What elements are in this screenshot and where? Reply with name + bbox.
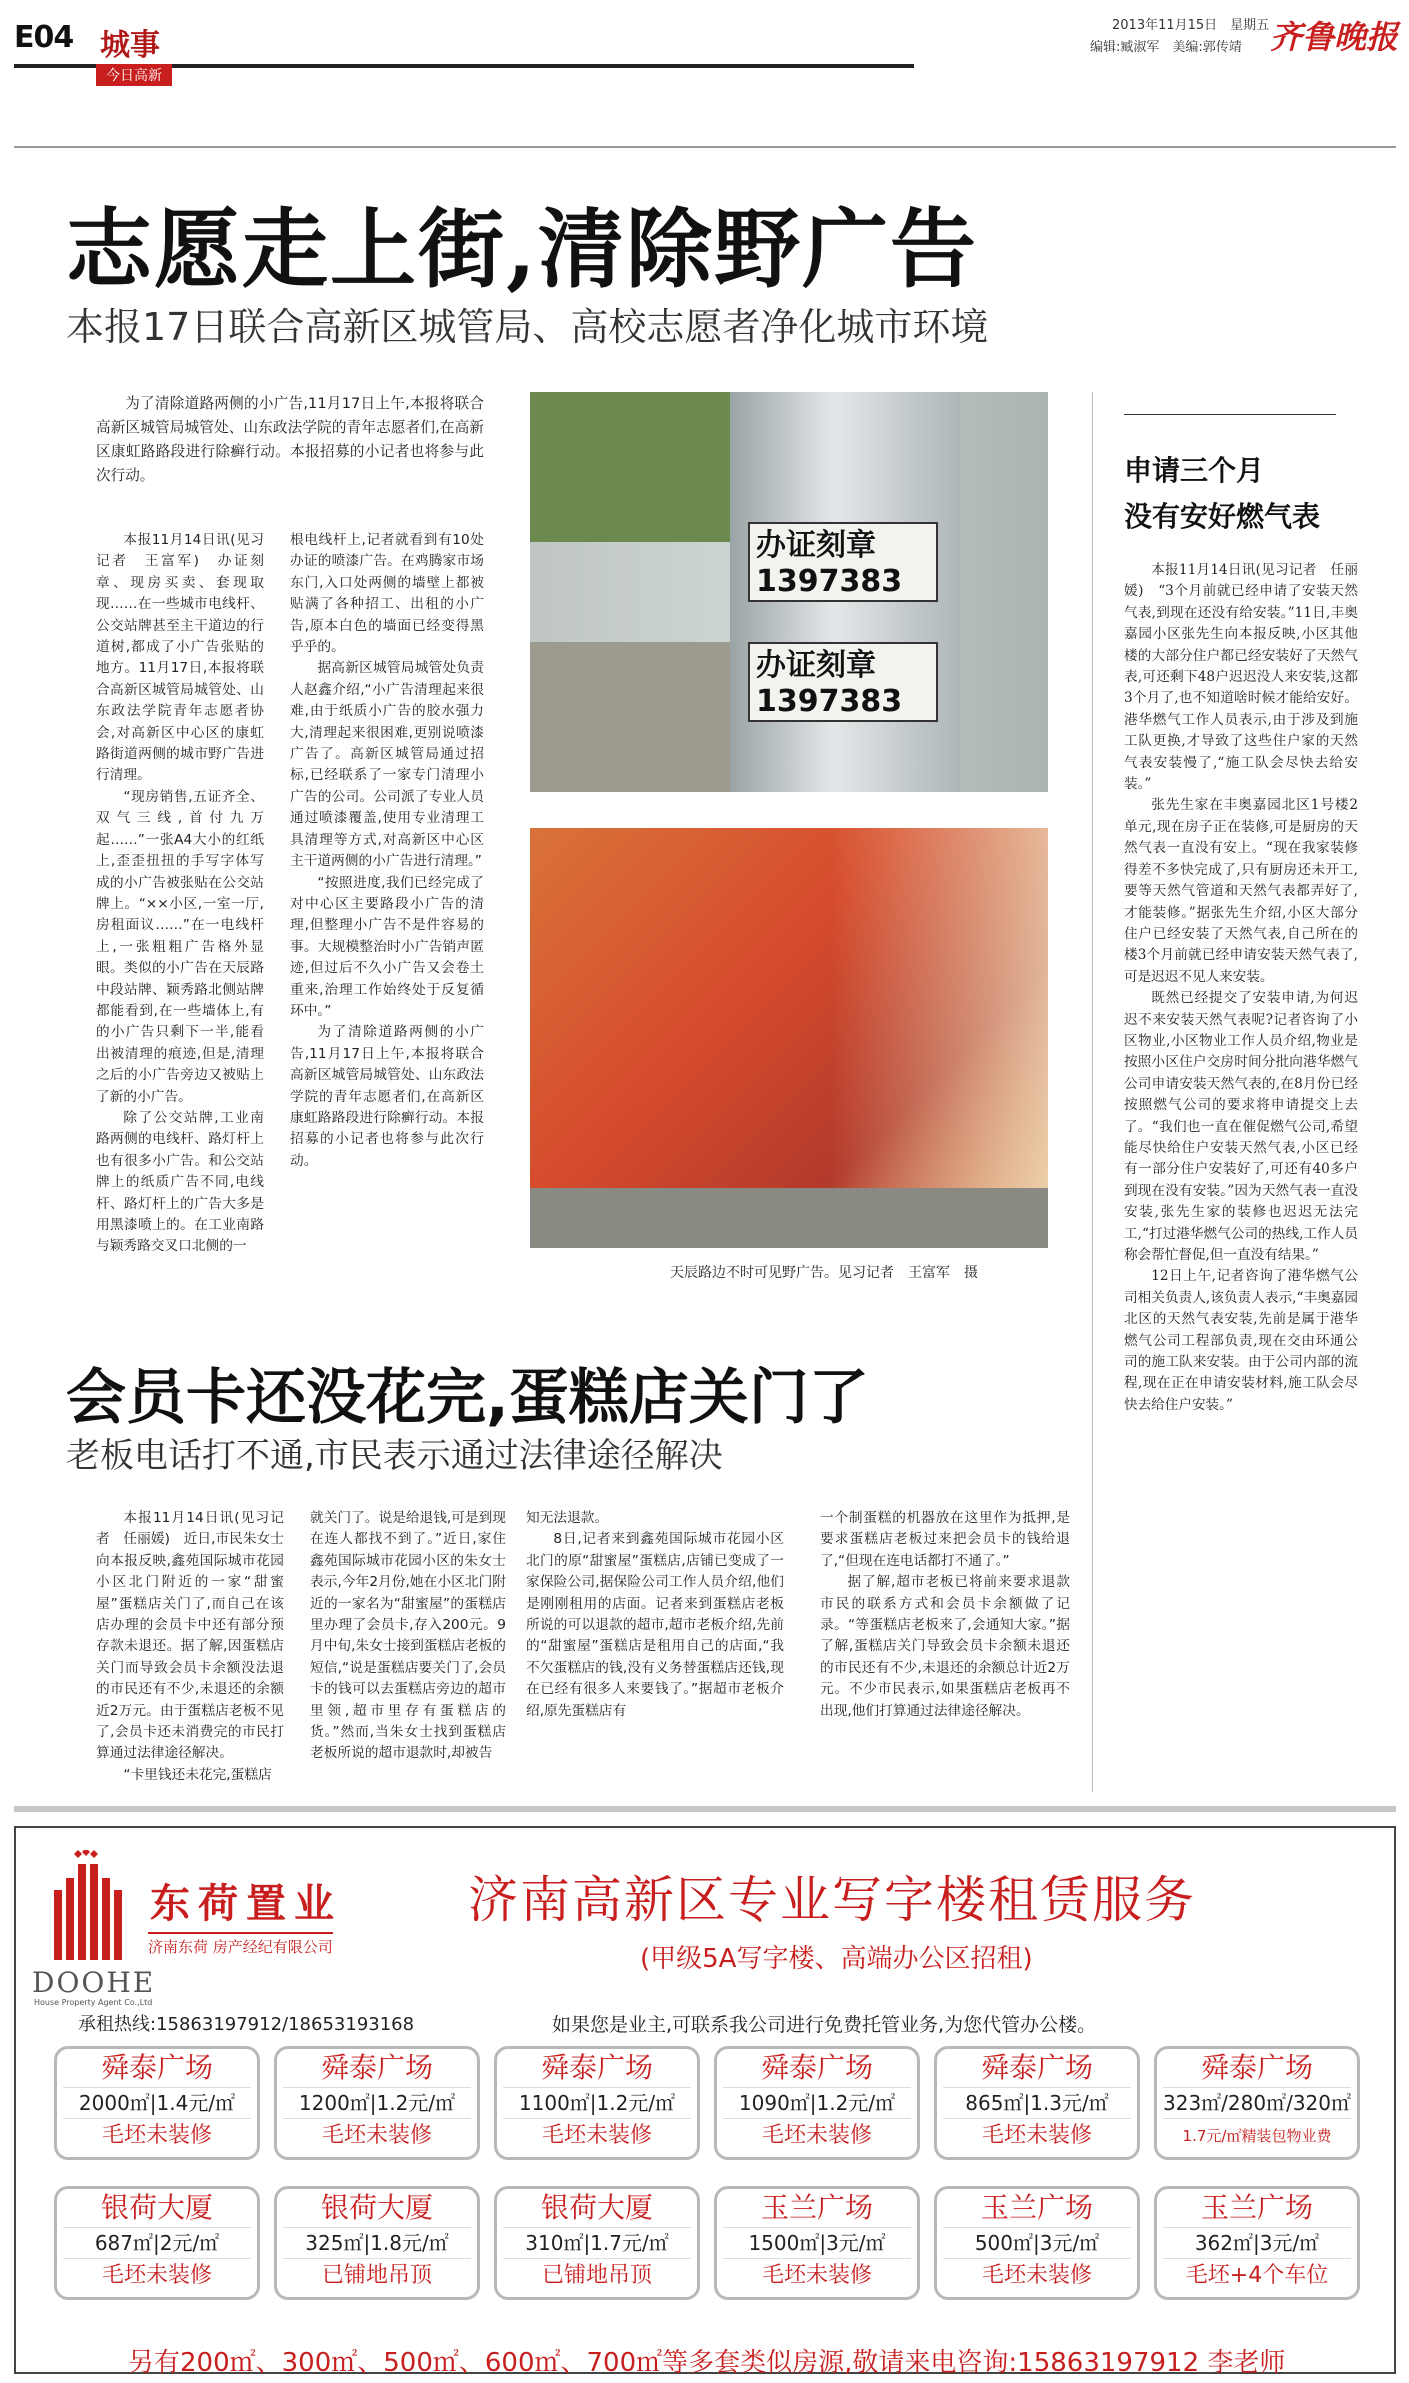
ground [530, 1188, 1048, 1248]
headline: 会员卡还没花完,蛋糕店关门了 [66, 1363, 869, 1433]
ad-brand: 东荷置业 [150, 1881, 342, 1927]
listing-card [54, 2186, 260, 2300]
article-column [96, 530, 264, 1258]
paragraph: 8日,记者来到鑫苑国际城市花园小区北门的原“甜蜜屋”蛋糕店,店铺已变成了一家保险公司,据保险公司工作人员介绍,他们是刚刚租用的店面。记者来到蛋糕店老板所说的可以退款的超市,超市老板介绍,先前的“甜蜜屋”蛋糕店是租用自己的店面,“我不欠蛋糕店的钱,没有义务替蛋糕店还钱,现在已经有很多人来要钱了。”据超市老板介绍,原先蛋糕店有 [526, 1531, 784, 1719]
listing-card [934, 2186, 1140, 2300]
lead-paragraph: 为了清除道路两侧的小广告,11月17日上午,本报将联合高新区城管局城管处、山东政法学院的青年志愿者们,在高新区康虹路路段进行除癣行动。本报招募的小记者也将参与此次行动。 [96, 395, 484, 484]
listing-name: 银荷大厦 [540, 2191, 653, 2224]
paragraph: “现房销售,五证齐全、双气三线,首付九万起……”一张A4大小的红纸上,歪歪扭扭的手写字体写成的小广告被张贴在公交站牌上。“××小区,一室一厅,房租面议……”在一电线杆上,一张粗粗广告格外显眼。类似的小广告在天辰路中段站牌、颖秀路北侧站牌都能看到,在一些墙体上,有的小广告只剩下一半,能看出被清理的痕迹,但是,清理之后的小广告旁边又被贴上了新的小广告。 [96, 788, 264, 1105]
paragraph: 本报11月14日讯(见习记者 王富军) 办证刻章、现房买卖、套现取现……在一些城市电线杆、公交站牌甚至主干道边的行道树,都成了小广告张贴的地方。11月17日,本报将联合高新区城管局城管处、山东政法学院青年志愿者协会,对高新区中心区的康虹路街道两侧的城市野广告进行清理。 [96, 532, 264, 784]
listing-status: 毛坯未装修 [321, 2123, 432, 2148]
photo-caption: 天辰路边不时可见野广告。见习记者 王富军 摄 [670, 1265, 978, 1281]
article-column [820, 1508, 1070, 1722]
trees [530, 392, 730, 542]
listing-name: 银荷大厦 [100, 2191, 213, 2224]
section-title: 城事 [100, 28, 160, 63]
ad-sticker: 办证刻章 1397383 [748, 642, 938, 722]
listing-area-price: 500㎡|3元/㎡ [943, 2227, 1131, 2259]
paragraph: 除了公交站牌,工业南路两侧的电线杆、路灯杆上也有很多小广告。和公交站牌上的纸质广告不同,电线杆、路灯杆上的广告大多是用黑漆喷上的。在工业南路与颖秀路交叉口北侧的一 [96, 1109, 264, 1255]
listing-area-price: 1100㎡|1.2元/㎡ [503, 2087, 691, 2119]
listing-name: 舜泰广场 [320, 2051, 433, 2084]
sidebar-body [1124, 560, 1358, 1416]
listing-area-price: 687㎡|2元/㎡ [63, 2227, 251, 2259]
subheadline: 本报17日联合高新区城管局、高校志愿者净化城市环境 [66, 305, 989, 349]
wall-glare [830, 828, 1048, 1248]
listing-status: 1.7元/㎡精装包物业费 [1182, 2127, 1332, 2145]
headline: 志愿走上街,清除野广告 [66, 199, 978, 300]
listing-status: 毛坯未装修 [101, 2263, 212, 2288]
article-column [96, 1508, 284, 1786]
listing-status: 毛坯未装修 [761, 2263, 872, 2288]
listing-area-price: 1200㎡|1.2元/㎡ [283, 2087, 471, 2119]
listing-area-price: 1090㎡|1.2元/㎡ [723, 2087, 911, 2119]
listing-card [1154, 2046, 1360, 2160]
listing-card [274, 2046, 480, 2160]
paragraph: 12日上午,记者咨询了港华燃气公司相关负责人,该负责人表示,“丰奥嘉园北区的天然气表安装,先前是属于港华燃气公司工程部负责,现在交由环通公司的施工队来安装。由于公司内部的流程,现在正在申请安装材料,施工队会尽快去给住户安装。” [1124, 1268, 1358, 1413]
building-logo-icon [44, 1850, 134, 1962]
paragraph: 据高新区城管局城管处负责人赵鑫介绍,“小广告清理起来很难,由于纸质小广告的胶水强力大,清理起来很困难,更别说喷漆广告了。高新区城管局通过招标,已经联系了一家专门清理小广告的公司。公司派了专业人员通过喷漆覆盖,使用专业清理工具清理等方式,对高新区中心区主干道两侧的小广告进行清理。” [290, 660, 484, 870]
listing-area-price: 325㎡|1.8元/㎡ [283, 2227, 471, 2259]
ad-brand-en: DOOHE [32, 1966, 156, 1999]
ad-hotline: 承租热线:15863197912/18653193168 [78, 2014, 415, 2035]
listing-name: 银荷大厦 [320, 2191, 433, 2224]
listing-status: 毛坯+4个车位 [1185, 2263, 1329, 2288]
ad-title: 济南高新区专业写字楼租赁服务 [468, 1871, 1196, 1929]
sidebar-rule [1124, 414, 1336, 415]
paragraph: 本报11月14日讯(见习记者 任丽媛) 近日,市民朱女士向本报反映,鑫苑国际城市花园小区北门附近的一家“甜蜜屋”蛋糕店关门了,而自己在该店办理的会员卡中还有部分预存款未退还。据了解,因蛋糕店关门而导致会员卡余额没法退的市民还有不少,未退还的余额近2万元。由于蛋糕店老板不见了,会员卡还未消费完的市民打算通过法律途径解决。 [96, 1510, 284, 1762]
listing-name: 玉兰广场 [980, 2191, 1093, 2224]
paragraph: 根电线杆上,记者就看到有10处办证的喷漆广告。在鸡腾家市场东门,入口处两侧的墙壁上都被贴满了各种招工、出租的小广告,原本白色的墙面已经变得黑乎乎的。 [290, 532, 484, 656]
ad-sticker: 办证刻章 1397383 [748, 522, 938, 602]
paragraph: 据了解,超市老板已将前来要求退款市民的联系方式和会员卡余额做了记录。“等蛋糕店老板来了,会通知大家。”据了解,蛋糕店关门导致会员卡余额未退还的市民还有不少,未退还的余额总计近2万元。不少市民表示,如果蛋糕店老板再不出现,他们打算通过法律途径解决。 [820, 1574, 1070, 1719]
listing-card [714, 2046, 920, 2160]
listing-name: 舜泰广场 [1200, 2051, 1313, 2084]
listing-name: 玉兰广场 [1200, 2191, 1313, 2224]
utility-pole [730, 392, 960, 792]
listing-name: 舜泰广场 [980, 2051, 1093, 2084]
editors-line: 编辑:臧淑军 美编:郭传靖 [1090, 40, 1242, 55]
article-column [526, 1508, 784, 1722]
ad-brand-en-sub: House Property Agent Co.,Ltd [34, 1998, 153, 2007]
paragraph: 本报11月14日讯(见习记者 任丽媛) “3个月前就已经申请了安装天然气表,到现在还没有给安装。”11日,丰奥嘉园小区张先生向本报反映,小区其他楼的大部分住户都已经安装好了天然气表,可还剩下48户迟迟没人来安装,这都3个月了,也不知道啥时候才能给安好。港华燃气工作人员表示,由于涉及到施工队更换,才导致了这些住户家的天然气表安装慢了,“施工队会尽快去给安装。” [1124, 562, 1358, 793]
listing-status: 毛坯未装修 [761, 2123, 872, 2148]
article-column [310, 1508, 506, 1765]
sidewalk [530, 642, 730, 792]
listing-card [1154, 2186, 1360, 2300]
listing-area-price: 2000㎡|1.4元/㎡ [63, 2087, 251, 2119]
listing-area-price: 865㎡|1.3元/㎡ [943, 2087, 1131, 2119]
listing-card [54, 2046, 260, 2160]
listing-area-price: 362㎡|3元/㎡ [1163, 2227, 1351, 2259]
listing-area-price: 1500㎡|3元/㎡ [723, 2227, 911, 2259]
divider [14, 1806, 1396, 1812]
listing-area-price: 323㎡/280㎡/320㎡ [1163, 2087, 1351, 2119]
page-number: E04 [14, 20, 74, 55]
paragraph: “卡里钱还未花完,蛋糕店 [123, 1766, 272, 1783]
paragraph: 就关门了。说是给退钱,可是到现在连人都找不到了。”近日,家住鑫苑国际城市花园小区的朱女士表示,今年2月份,她在小区北门附近的一家名为“甜蜜屋”的蛋糕店里办理了会员卡,存入200元。9月中旬,朱女士接到蛋糕店老板的短信,“说是蛋糕店要关门了,会员卡的钱可以去蛋糕店旁边的超市里领,超市里存有蛋糕店的货。”然而,当朱女士找到蛋糕店老板所说的超市退款时,却被告 [310, 1510, 506, 1762]
sidebar-headline [1124, 448, 1320, 540]
listing-card [494, 2186, 700, 2300]
column-divider [1092, 392, 1093, 1792]
newspaper-logo: 齐鲁晚报 [1270, 18, 1399, 56]
listing-name: 舜泰广场 [100, 2051, 213, 2084]
news-photo-wall [530, 828, 1048, 1248]
ad-footer: 另有200㎡、300㎡、500㎡、600㎡、700㎡等多套类似房源,敬请来电咨询:15863197912 李老师 [128, 2348, 1286, 2378]
section-tag: 今日高新 [96, 64, 172, 86]
paragraph: “按照进度,我们已经完成了对中心区主要路段小广告的清理,但整理小广告不是件容易的事。大规模整治时小广告销声匿迹,但过后不久小广告又会卷土重来,治理工作始终处于反复循环中。” [290, 874, 484, 1019]
ad-brand-sub: 济南东荷 房产经纪有限公司 [148, 1932, 333, 1957]
listing-card [934, 2046, 1140, 2160]
sidebar-headline-line: 没有安好燃气表 [1124, 500, 1321, 533]
listing-status: 已铺地吊顶 [541, 2263, 652, 2288]
ad-subtitle: (甲级5A写字楼、高端办公区招租) [640, 1944, 1033, 1974]
paragraph: 知无法退款。 [526, 1510, 609, 1526]
ad-owner-note: 如果您是业主,可联系我公司进行免费托管业务,为您代管办公楼。 [552, 2014, 1097, 2036]
listing-name: 玉兰广场 [760, 2191, 873, 2224]
paragraph: 为了清除道路两侧的小广告,11月17日上午,本报将联合高新区城管局城管处、山东政法学院的青年志愿者们,在高新区康虹路路段进行除癣行动。本报招募的小记者也将参与此次行动。 [290, 1024, 484, 1169]
listing-status: 毛坯未装修 [541, 2123, 652, 2148]
listing-status: 毛坯未装修 [981, 2263, 1092, 2288]
listing-card [494, 2046, 700, 2160]
subheadline: 老板电话打不通,市民表示通过法律途径解决 [66, 1436, 723, 1476]
listing-card [714, 2186, 920, 2300]
listing-name: 舜泰广场 [540, 2051, 653, 2084]
paragraph: 一个制蛋糕的机器放在这里作为抵押,是要求蛋糕店老板过来把会员卡的钱给退了,“但现在连电话都打不通了。” [820, 1510, 1070, 1569]
listing-area-price: 310㎡|1.7元/㎡ [503, 2227, 691, 2259]
paragraph: 张先生家在丰奥嘉园北区1号楼2单元,现在房子正在装修,可是厨房的天然气表一直没有安上。“现在我家装修得差不多快完成了,只有厨房还未开工,要等天然气管道和天然气表都弄好了,才能装修。”据张先生介绍,小区大部分住户已经安装了天然气表,自己所在的楼3个月前就已经申请安装天然气表了,可是迟迟不见人来安装。 [1124, 797, 1358, 985]
listing-status: 已铺地吊顶 [321, 2263, 432, 2288]
sidebar-headline-line: 申请三个月 [1124, 454, 1265, 487]
article-column [290, 530, 484, 1172]
issue-date: 2013年11月15日 星期五 [1112, 18, 1270, 33]
divider [14, 146, 1396, 148]
listing-status: 毛坯未装修 [981, 2123, 1092, 2148]
listing-name: 舜泰广场 [760, 2051, 873, 2084]
news-photo-pole [530, 392, 1048, 792]
paragraph: 既然已经提交了安装申请,为何迟迟不来安装天然气表呢?记者咨询了小区物业,小区物业工作人员介绍,物业是按照小区住户交房时间分批向港华燃气公司申请安装天然气表的,在8月份已经按照燃气公司的要求将申请提交上去了。“我们也一直在催促燃气公司,希望能尽快给住户安装天然气表,小区已经有一部分住户安装好了,可还有40多户到现在没有安装。”因为天然气表一直没安装,张先生家的装修也迟迟无法完工,“打过港华燃气公司的热线,工作人员称会帮忙督促,但一直没有结果。” [1124, 990, 1358, 1263]
article-lead [96, 392, 484, 488]
listing-card [274, 2186, 480, 2300]
listing-status: 毛坯未装修 [101, 2123, 212, 2148]
